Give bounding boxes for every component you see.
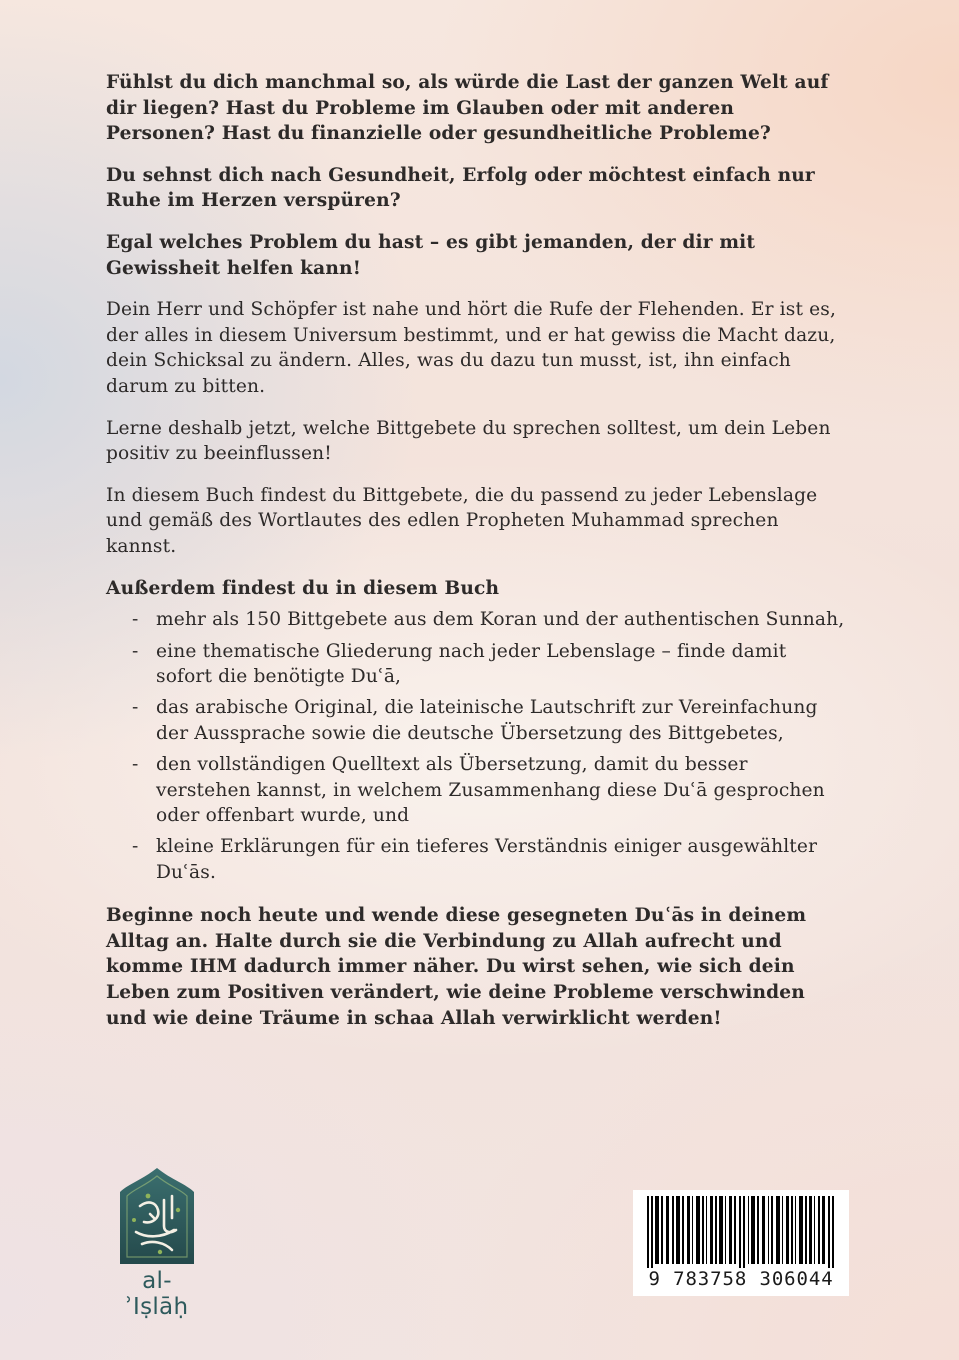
intro-paragraph-3: Egal welches Problem du hast – es gibt jemanden, der dir mit Gewissheit helfen kann! [106, 231, 756, 279]
body-paragraph-1: Dein Herr und Schöpfer ist nahe und hört die Rufe der Flehenden. Er ist es, der alles in diesem Universum bestimmt, und er hat gewiss die Macht dazu, dein Schicksal zu ändern. Alles, was du dazu tun musst, ist, ihn einfach darum zu bitten. [106, 299, 837, 397]
list-item [106, 607, 846, 632]
list-item-text: eine thematische Gliederung nach jeder Lebenslage – finde damit sofort die benötigte Duʿā, [156, 640, 787, 687]
intro-paragraph-1: Fühlst du dich manchmal so, als würde die Last der ganzen Welt auf dir liegen? Hast du Probleme im Glauben oder mit anderen Personen? Hast du finanzielle oder gesundheitliche Probleme? [106, 72, 829, 145]
list-dash: - [132, 754, 139, 776]
barcode [633, 1190, 849, 1296]
publisher-name: al-ʾIṣlāḥ [125, 1268, 189, 1320]
intro-paragraph-2: Du sehnst dich nach Gesundheit, Erfolg oder möchtest einfach nur Ruhe im Herzen verspüren? [106, 164, 815, 212]
list-item [106, 752, 846, 828]
list-dash: - [132, 836, 139, 858]
list-dash: - [132, 640, 139, 662]
list-dash: - [132, 609, 139, 631]
body-paragraph-3: In diesem Buch findest du Bittgebete, die du passend zu jeder Lebenslage und gemäß des Wortlautes des edlen Propheten Muhammad sprechen kannst. [106, 484, 818, 557]
list-item [106, 639, 846, 690]
back-cover-text [106, 70, 846, 1047]
list-dash: - [132, 697, 139, 719]
list-item-text: das arabische Original, die lateinische Lautschrift zur Vereinfachung der Aussprache sowie die deutsche Übersetzung des Bittgebetes, [156, 697, 818, 744]
features-title: Außerdem findest du in diesem Buch [106, 577, 500, 599]
al-islah-logo-icon [112, 1166, 202, 1266]
list-item-text: mehr als 150 Bittgebete aus dem Koran und der authentischen Sunnah, [156, 609, 845, 631]
list-item-text: kleine Erklärungen für ein tieferes Verständnis einiger ausgewählter Duʿās. [156, 836, 818, 883]
isbn-barcode-bars [641, 1196, 841, 1268]
isbn-number: 9 783758 306044 [648, 1268, 834, 1290]
publisher-logo [112, 1166, 202, 1320]
closing-paragraph: Beginne noch heute und wende diese gesegneten Duʿās in deinem Alltag an. Halte durch sie die Verbindung zu Allah aufrecht und komme IHM dadurch immer näher. Du wirst sehen, wie sich dein Leben zum Positiven verändert, wie deine Probleme verschwinden und wie deine Träume in schaa Allah verwirklicht werden! [106, 905, 807, 1029]
list-item [106, 695, 846, 746]
features-list [106, 607, 846, 885]
list-item [106, 834, 846, 885]
list-item-text: den vollständigen Quelltext als Übersetzung, damit du besser verstehen kannst, in welchem Zusammenhang diese Duʿā gesprochen oder offenbart wurde, und [156, 754, 825, 826]
body-paragraph-2: Lerne deshalb jetzt, welche Bittgebete du sprechen solltest, um dein Leben positiv zu beeinflussen! [106, 417, 831, 465]
